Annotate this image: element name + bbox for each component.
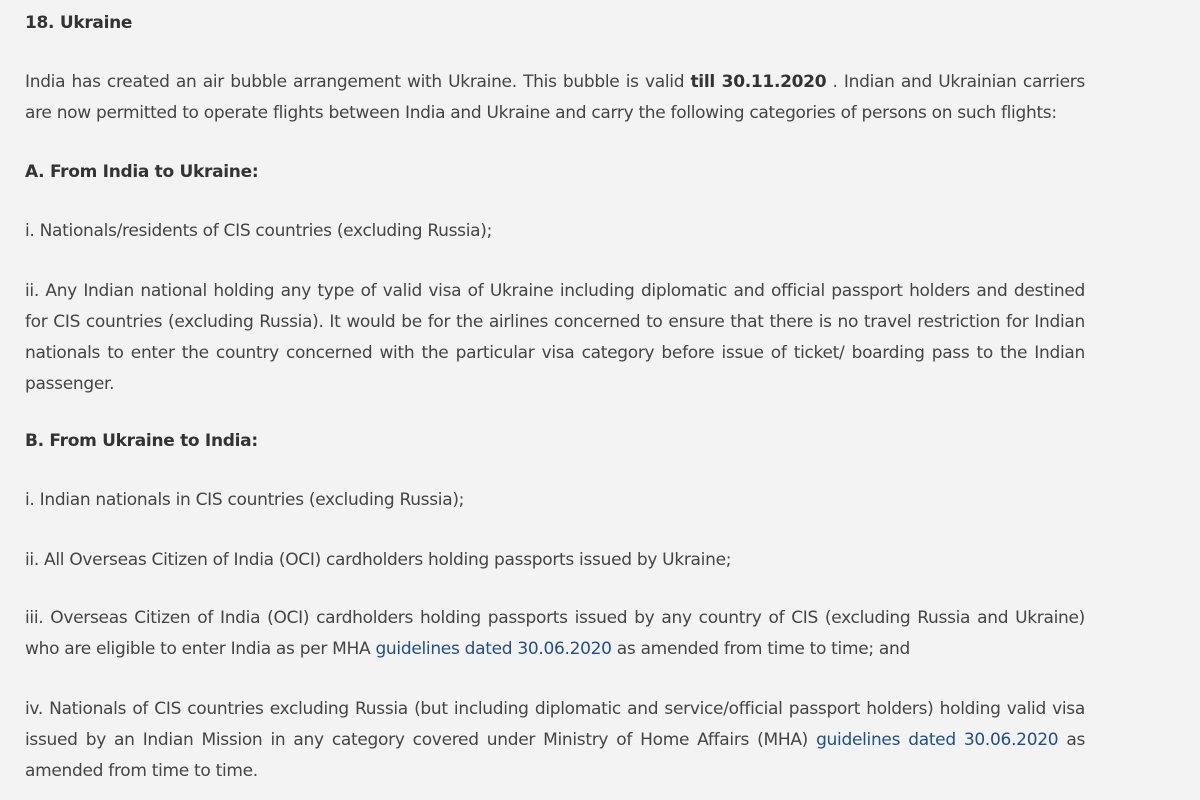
part-b-heading: B. From Ukraine to India: [25,431,258,451]
part-b-item-4 [25,694,1085,787]
intro-paragraph [25,67,1085,129]
section-title: 18. Ukraine [25,13,133,33]
part-b-item-1: i. Indian nationals in CIS countries (excluding Russia); [25,490,465,510]
item-3-text-end: as amended from time to time; and [611,639,910,659]
intro-text-continued: . Indian and Ukrainian carriers are now permitted to operate flights between India and Ukraine and carry the following categories of persons on such flights: [25,72,1085,123]
part-a-item-2: ii. Any Indian national holding any type of valid visa of Ukraine including diplomatic and official passport holders and destined for CIS countries (excluding Russia). It would be for the airlines concerned to ensure that there is no travel restriction for Indian nationals to enter the country concerned with the particular visa category before issue of ticket/ boarding pass to the Indian passenger. [25,281,1085,394]
item-3-text: iii. Overseas Citizen of India (OCI) cardholders holding passports issued by any country of CIS (excluding Russia and Ukraine) who are eligible to enter India as per MHA [25,608,1085,659]
part-b-item-3 [25,603,1085,665]
item-4-text: iv. Nationals of CIS countries excluding Russia (but including diplomatic and service/official passport holders) holding valid visa issued by an Indian Mission in any category covered under Ministry of Home Affairs (MHA) [25,699,1085,750]
item-4-text-end: as amended from time to time. [25,730,1085,781]
guidelines-link-1[interactable]: guidelines dated 30.06.2020 [375,639,612,659]
guidelines-link-2[interactable]: guidelines dated 30.06.2020 [816,730,1059,750]
part-a-item-1: i. Nationals/residents of CIS countries (excluding Russia); [25,221,493,241]
intro-text: India has created an air bubble arrangement with Ukraine. This bubble is valid [25,72,691,92]
part-a-heading: A. From India to Ukraine: [25,162,259,182]
validity-date: till 30.11.2020 [690,72,827,92]
part-b-item-2: ii. All Overseas Citizen of India (OCI) cardholders holding passports issued by Ukraine; [25,550,732,570]
